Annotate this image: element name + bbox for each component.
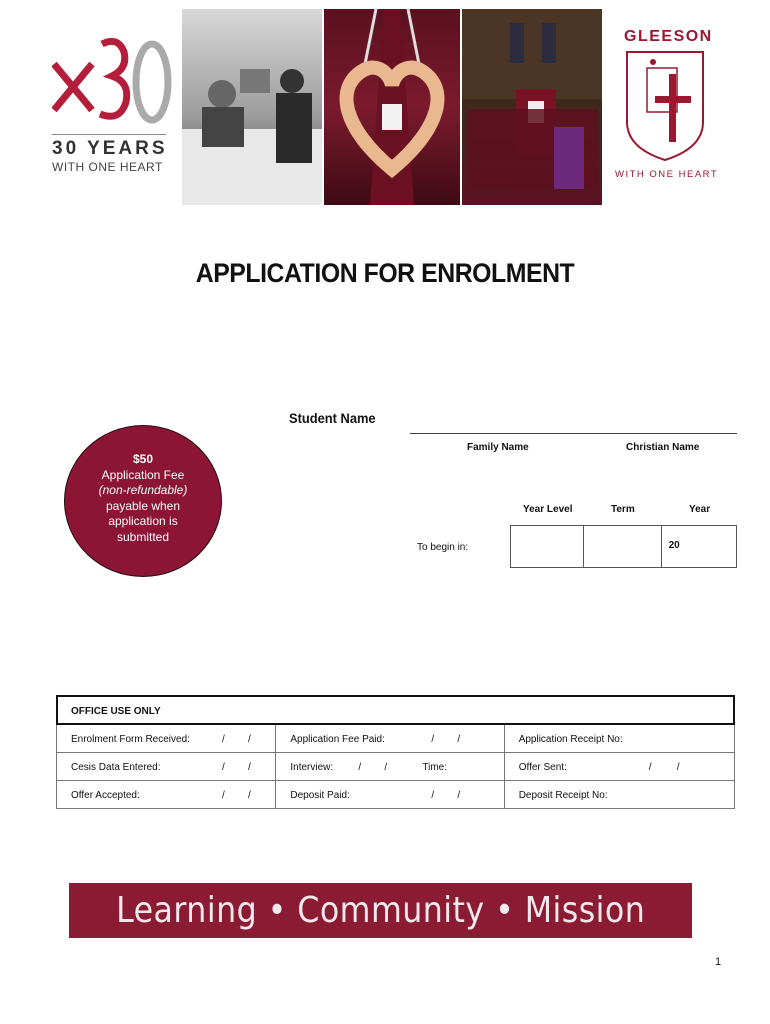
page-number: 1 <box>715 956 722 968</box>
office-label: Application Fee Paid: <box>290 734 385 745</box>
anniversary-logo <box>52 30 177 180</box>
student-name-heading: Student Name <box>289 410 376 426</box>
year-input[interactable] <box>662 526 736 567</box>
date-separator: / <box>431 734 435 745</box>
time-label: Time: <box>422 762 447 773</box>
gleeson-logo <box>615 26 725 186</box>
year-label: Year <box>689 504 711 515</box>
mission-banner <box>69 883 692 938</box>
office-label: Deposit Paid: <box>290 790 350 801</box>
office-label: Offer Sent: <box>518 762 567 773</box>
office-label: Cesis Data Entered: <box>71 762 161 773</box>
office-cell[interactable] <box>57 725 276 752</box>
fee-amount: $50 <box>132 452 154 466</box>
header-photo-ceremony <box>182 9 322 205</box>
office-use-heading: OFFICE USE ONLY <box>56 695 735 725</box>
office-label: Application Receipt No: <box>518 734 623 745</box>
office-cell[interactable] <box>57 781 276 808</box>
year-prefix: 20 <box>668 540 680 551</box>
year-level-label: Year Level <box>523 504 573 515</box>
school-name: GLEESON <box>624 28 713 45</box>
anniversary-tagline: WITH ONE HEART <box>52 160 163 174</box>
office-cell[interactable] <box>505 753 734 780</box>
date-separator: / <box>248 762 251 773</box>
date-separator: / <box>358 762 362 773</box>
date-separator: / <box>248 734 251 745</box>
date-separator: / <box>676 762 680 773</box>
date-separator: / <box>431 790 435 801</box>
fee-line: submitted <box>116 529 170 544</box>
enrolment-start-table <box>510 525 737 568</box>
fee-line: application is <box>108 514 178 528</box>
begin-in-label: To begin in: <box>417 542 469 553</box>
student-name-underline <box>410 433 737 434</box>
date-separator: / <box>248 790 251 801</box>
office-cell[interactable] <box>276 753 504 780</box>
term-input[interactable] <box>584 526 661 567</box>
office-label: Deposit Receipt No: <box>518 790 608 801</box>
fee-line: payable when <box>105 498 181 513</box>
school-motto: WITH ONE HEART <box>615 169 719 180</box>
term-label: Term <box>611 504 635 515</box>
family-name-label: Family Name <box>467 442 529 453</box>
table-row <box>56 753 735 781</box>
header-photo-heart-hands <box>324 9 460 205</box>
office-cell[interactable] <box>276 781 504 808</box>
date-separator: / <box>384 762 388 773</box>
fee-line: (non-refundable) <box>98 483 188 497</box>
header-photo-group <box>462 9 602 205</box>
christian-name-label: Christian Name <box>626 442 700 453</box>
page-title: APPLICATION FOR ENROLMENT <box>195 258 575 288</box>
x30-mark-icon <box>52 30 177 130</box>
table-row <box>56 781 735 809</box>
date-separator: / <box>222 734 225 745</box>
office-label: Offer Accepted: <box>71 790 140 801</box>
office-cell[interactable] <box>57 753 276 780</box>
office-cell[interactable] <box>276 725 504 752</box>
date-separator: / <box>222 762 225 773</box>
office-cell[interactable] <box>505 781 734 808</box>
mission-banner-text: Learning • Community • Mission <box>115 890 646 931</box>
office-use-table <box>56 695 735 809</box>
date-separator: / <box>457 734 461 745</box>
student-name-field[interactable] <box>410 412 737 432</box>
date-separator: / <box>222 790 225 801</box>
office-label: Interview: <box>290 762 334 773</box>
office-label: Enrolment Form Received: <box>71 734 190 745</box>
office-cell[interactable] <box>505 725 734 752</box>
anniversary-years-text: 30 YEARS <box>52 138 168 159</box>
year-level-input[interactable] <box>511 526 584 567</box>
date-separator: / <box>648 762 652 773</box>
table-row <box>56 725 735 753</box>
school-crest-icon <box>625 50 705 162</box>
fee-line: Application Fee <box>101 467 185 482</box>
date-separator: / <box>457 790 461 801</box>
divider <box>52 134 166 135</box>
application-fee-badge <box>64 425 222 577</box>
